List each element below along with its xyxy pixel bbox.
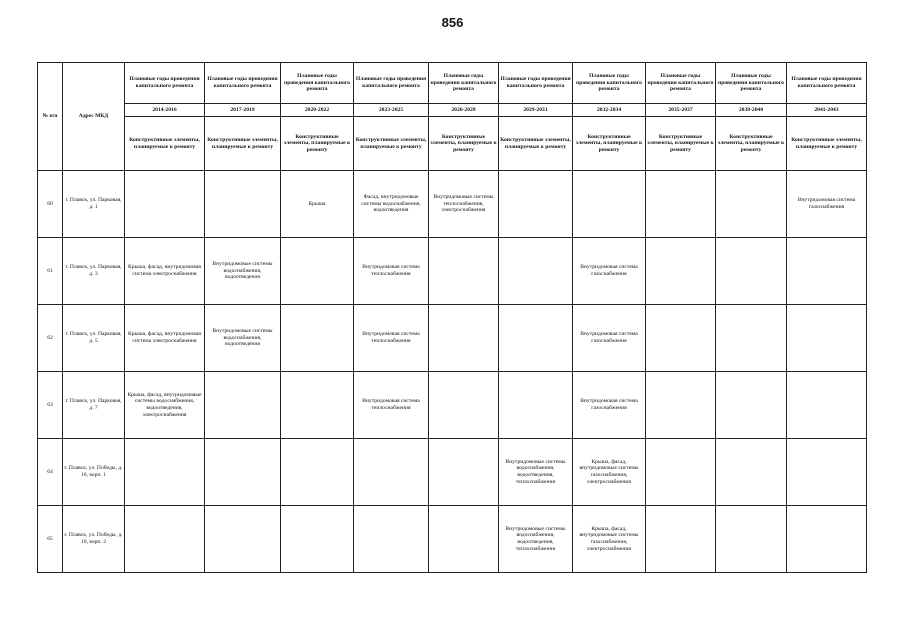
repair-elements-cell [787, 506, 867, 573]
repair-elements-cell [429, 238, 499, 305]
table-row [38, 372, 867, 439]
elements-header: Конструктивные элементы, планируемые к ремонту [354, 117, 429, 171]
period-years-header: 2035-2037 [646, 104, 716, 117]
period-title-header: Плановые годы проведения капитального ремонта [716, 63, 787, 104]
period-title-header: Плановые годы проведения капитального ремонта [646, 63, 716, 104]
address-header: Адрес МКД [63, 63, 125, 171]
period-title-header: Плановые годы проведения капитального ремонта [787, 63, 867, 104]
repair-elements-cell [499, 238, 573, 305]
row-number: 62 [38, 305, 63, 372]
address-cell: г. Плавск, ул. Парковая, д. 7 [63, 372, 125, 439]
period-years-header: 2038-2040 [716, 104, 787, 117]
row-number-header: № п/п [38, 63, 63, 171]
period-title-header: Плановые годы проведения капитального ремонта [499, 63, 573, 104]
repair-elements-cell [125, 506, 205, 573]
repair-elements-cell [125, 439, 205, 506]
repair-elements-cell: Внутридомовая система газоснабжения [573, 372, 646, 439]
period-years-header: 2014-2016 [125, 104, 205, 117]
repair-elements-cell [205, 171, 281, 238]
period-title-header: Плановые годы проведения капитального ремонта [125, 63, 205, 104]
repair-elements-cell [354, 439, 429, 506]
address-cell: г. Плавск, ул. Победы, д. 10, корп. 1 [63, 439, 125, 506]
repair-elements-cell: Внутридомовая система теплоснабжения [354, 305, 429, 372]
table-row [38, 171, 867, 238]
repair-elements-cell [205, 506, 281, 573]
repair-elements-cell [716, 372, 787, 439]
repair-elements-cell: Внутридомовая система газоснабжения [787, 171, 867, 238]
repair-elements-cell: Внутридомовая система теплоснабжения [354, 238, 429, 305]
repair-elements-cell [499, 372, 573, 439]
table-row [38, 506, 867, 573]
row-number: 60 [38, 171, 63, 238]
repair-elements-cell [646, 238, 716, 305]
repair-elements-cell [716, 305, 787, 372]
elements-header: Конструктивные элементы, планируемые к ремонту [499, 117, 573, 171]
elements-header: Конструктивные элементы, планируемые к ремонту [573, 117, 646, 171]
table-row [38, 238, 867, 305]
elements-header: Конструктивные элементы, планируемые к ремонту [787, 117, 867, 171]
address-cell: г. Плавск, ул. Парковая, д. 5 [63, 305, 125, 372]
elements-header: Конструктивные элементы, планируемые к ремонту [646, 117, 716, 171]
period-years-header: 2017-2019 [205, 104, 281, 117]
repair-elements-cell: Фасад, внутридомовые системы водоснабжения, водоотведения [354, 171, 429, 238]
table-row [38, 305, 867, 372]
elements-header: Конструктивные элементы, планируемые к ремонту [429, 117, 499, 171]
repair-elements-cell [205, 439, 281, 506]
repair-elements-cell [281, 372, 354, 439]
repair-elements-cell [787, 439, 867, 506]
repair-elements-cell: Внутридомовая система теплоснабжения [354, 372, 429, 439]
address-cell: г. Плавск, ул. Парковая, д. 3 [63, 238, 125, 305]
repair-elements-cell [646, 171, 716, 238]
repair-elements-cell [646, 439, 716, 506]
address-cell: г. Плавск, ул. Парковая, д. 1 [63, 171, 125, 238]
period-years-header: 2023-2025 [354, 104, 429, 117]
repair-elements-cell [646, 305, 716, 372]
period-title-header: Плановые годы проведения капитального ремонта [354, 63, 429, 104]
repair-elements-cell [787, 238, 867, 305]
repair-elements-cell [281, 238, 354, 305]
repair-elements-cell: Внутридомовые системы водоснабжения, водоотведения, теплоснабжения [499, 439, 573, 506]
elements-header: Конструктивные элементы, планируемые к ремонту [281, 117, 354, 171]
repair-elements-cell [716, 506, 787, 573]
period-title-header: Плановые годы проведения капитального ремонта [573, 63, 646, 104]
page-number: 856 [441, 15, 464, 30]
row-number: 65 [38, 506, 63, 573]
repair-elements-cell: Внутридомовая система газоснабжения [573, 238, 646, 305]
repair-elements-cell [429, 439, 499, 506]
row-number: 64 [38, 439, 63, 506]
repair-elements-cell [787, 372, 867, 439]
repair-elements-cell [281, 506, 354, 573]
repair-elements-cell [716, 171, 787, 238]
period-years-header: 2032-2034 [573, 104, 646, 117]
repair-elements-cell [429, 372, 499, 439]
repair-elements-cell: Внутридомовые системы водоснабжения, водоотведения [205, 305, 281, 372]
address-cell: г. Плавск, ул. Победы, д. 10, корп. 2 [63, 506, 125, 573]
table-body [38, 171, 867, 573]
repair-elements-cell: Крыша, фасад, внутридомовые системы водоснабжения, водоотведения, электроснабжения [125, 372, 205, 439]
repair-elements-cell: Внутридомовые системы теплоснабжения, электроснабжения [429, 171, 499, 238]
elements-header: Конструктивные элементы, планируемые к ремонту [716, 117, 787, 171]
row-number: 61 [38, 238, 63, 305]
table-row [38, 439, 867, 506]
repair-elements-cell [125, 171, 205, 238]
period-title-header: Плановые годы проведения капитального ремонта [205, 63, 281, 104]
repair-elements-cell: Крыша, фасад, внутридомовая система электроснабжения [125, 238, 205, 305]
period-title-header: Плановые годы проведения капитального ремонта [281, 63, 354, 104]
repair-elements-cell [646, 506, 716, 573]
repair-elements-cell: Внутридомовая система газоснабжения [573, 305, 646, 372]
repair-elements-cell: Крыша, фасад, внутридомовые системы газоснабжения, электроснабжения [573, 506, 646, 573]
period-years-header: 2029-2031 [499, 104, 573, 117]
repair-elements-cell: Внутридомовые системы водоснабжения, водоотведения [205, 238, 281, 305]
repair-elements-cell [646, 372, 716, 439]
row-number: 63 [38, 372, 63, 439]
repair-elements-cell [354, 506, 429, 573]
elements-header: Конструктивные элементы, планируемые к ремонту [125, 117, 205, 171]
repair-elements-cell [429, 506, 499, 573]
repair-elements-cell [499, 171, 573, 238]
period-title-header: Плановые годы проведения капитального ремонта [429, 63, 499, 104]
elements-header: Конструктивные элементы, планируемые к ремонту [205, 117, 281, 171]
repair-elements-cell [716, 439, 787, 506]
repair-elements-cell [787, 305, 867, 372]
repair-elements-cell: Крыша [281, 171, 354, 238]
period-years-header: 2020-2022 [281, 104, 354, 117]
period-years-header: 2026-2028 [429, 104, 499, 117]
repair-elements-cell [281, 439, 354, 506]
repair-elements-cell: Крыша, фасад, внутридомовые системы газоснабжения, электроснабжения [573, 439, 646, 506]
capital-repair-table [37, 62, 867, 573]
period-years-header: 2041-2043 [787, 104, 867, 117]
repair-elements-cell [499, 305, 573, 372]
repair-elements-cell [716, 238, 787, 305]
repair-elements-cell [281, 305, 354, 372]
repair-elements-cell [573, 171, 646, 238]
repair-elements-cell: Крыша, фасад, внутридомовая система электроснабжения [125, 305, 205, 372]
repair-elements-cell [205, 372, 281, 439]
repair-elements-cell: Внутридомовые системы водоснабжения, водоотведения, теплоснабжения [499, 506, 573, 573]
repair-elements-cell [429, 305, 499, 372]
table-header [38, 63, 867, 171]
